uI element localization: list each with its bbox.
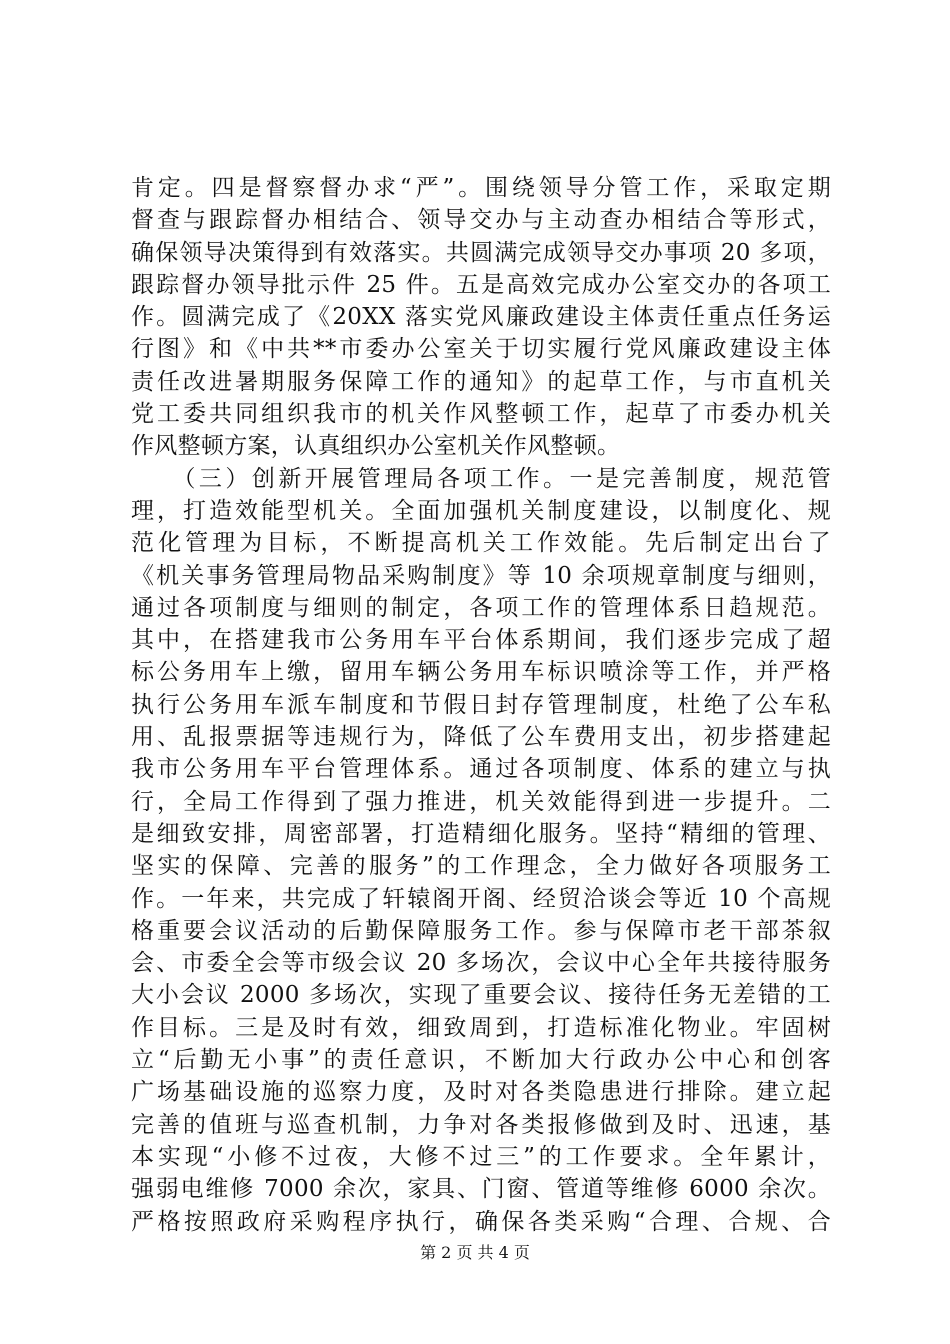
text-line-5: 作。圆满完成了《20XX 落实党风廉政建设主体责任重点任务运: [131, 304, 831, 331]
text-line-22: 坚实的保障、完善的服务”的工作理念，全力做好各项服务工: [131, 853, 831, 880]
page-footer: 第 2 页 共 4 页: [420, 1243, 530, 1262]
text-line-32: 强弱电维修 7000 余次，家具、门窗、管道等维修 6000 余次。: [131, 1176, 831, 1203]
text-line-8: 党工委共同组织我市的机关作风整顿工作，起草了市委办机关: [131, 401, 831, 428]
text-line-33: 严格按照政府采购程序执行，确保各类采购“合理、合规、合: [131, 1208, 831, 1235]
text-line-26: 大小会议 2000 多场次，实现了重要会议、接待任务无差错的工: [131, 982, 831, 1009]
text-line-20: 行，全局工作得到了强力推进，机关效能得到进一步提升。二: [131, 788, 831, 815]
text-line-1: 肯定。四是督察督办求“严”。围绕领导分管工作，采取定期: [131, 175, 831, 201]
text-line-25: 会、市委全会等市级会议 20 多场次，会议中心全年共接待服务: [131, 950, 831, 977]
text-line-23: 作。一年来，共完成了轩辕阁开阁、经贸洽谈会等近 10 个高规: [131, 885, 831, 912]
text-line-12: 范化管理为目标，不断提高机关工作效能。先后制定出台了: [131, 530, 831, 557]
text-line-31: 本实现“小修不过夜，大修不过三”的工作要求。全年累计，: [131, 1143, 831, 1170]
text-line-2: 督查与跟踪督办相结合、领导交办与主动查办相结合等形式，: [131, 207, 831, 234]
text-line-17: 执行公务用车派车制度和节假日封存管理制度，杜绝了公车私: [131, 691, 831, 718]
text-line-27: 作目标。三是及时有效，细致周到，打造标准化物业。牢固树: [131, 1014, 831, 1041]
text-line-7: 责任改进暑期服务保障工作的通知》的起草工作，与市直机关: [131, 368, 831, 395]
text-line-13: 《机关事务管理局物品采购制度》等 10 余项规章制度与细则，: [131, 562, 831, 589]
text-line-21: 是细致安排，周密部署，打造精细化服务。坚持“精细的管理、: [131, 820, 831, 847]
text-line-18: 用、乱报票据等违规行为，降低了公车费用支出，初步搭建起: [131, 724, 831, 751]
text-line-11: 理，打造效能型机关。全面加强机关制度建设，以制度化、规: [131, 497, 831, 524]
text-line-16: 标公务用车上缴，留用车辆公务用车标识喷涂等工作，并严格: [131, 659, 831, 686]
text-line-6: 行图》和《中共**市委办公室关于切实履行党风廉政建设主体: [131, 336, 831, 363]
text-line-15: 其中，在搭建我市公务用车平台体系期间，我们逐步完成了超: [131, 627, 831, 654]
body-text: [131, 172, 831, 1238]
text-line-14: 通过各项制度与细则的制定，各项工作的管理体系日趋规范。: [131, 594, 831, 621]
text-line-29: 广场基础设施的巡察力度，及时对各类隐患进行排除。建立起: [131, 1079, 831, 1106]
text-line-3: 确保领导决策得到有效落实。共圆满完成领导交办事项 20 多项，: [131, 239, 831, 266]
text-line-28: 立“后勤无小事”的责任意识，不断加大行政办公中心和创客: [131, 1047, 831, 1074]
text-line-4: 跟踪督办领导批示件 25 件。五是高效完成办公室交办的各项工: [131, 271, 831, 298]
text-line-30: 完善的值班与巡查机制，力争对各类报修做到及时、迅速，基: [131, 1111, 831, 1138]
text-line-9: 作风整顿方案，认真组织办公室机关作风整顿。: [131, 433, 621, 460]
text-line-19: 我市公务用车平台管理体系。通过各项制度、体系的建立与执: [131, 756, 831, 783]
text-line-24: 格重要会议活动的后勤保障服务工作。参与保障市老干部茶叙: [131, 917, 831, 944]
text-line-10: （三）创新开展管理局各项工作。一是完善制度，规范管: [131, 465, 831, 492]
